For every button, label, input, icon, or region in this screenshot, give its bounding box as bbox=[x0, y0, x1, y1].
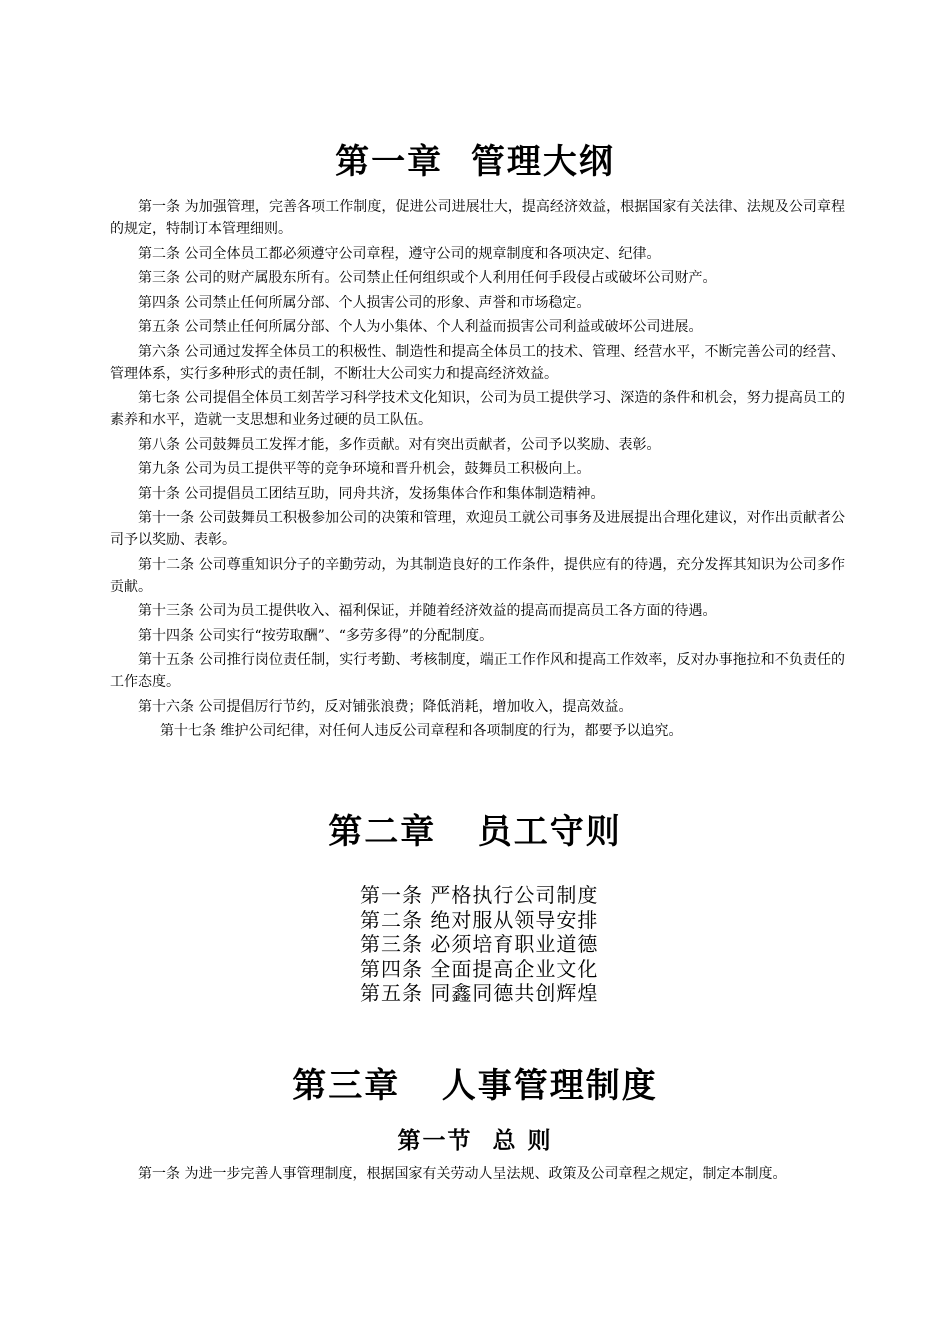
chapter-1-title: 第一章 管理大纲 bbox=[335, 142, 615, 182]
code-item-4: 第四条 全面提高企业文化 bbox=[360, 956, 599, 981]
article-3: 第三条 公司的财产属股东所有。公司禁止任何组织或个人利用任何手段侵占或破坏公司财产。 bbox=[138, 270, 717, 286]
article-13: 第十三条 公司为员工提供收入、福利保证，并随着经济效益的提高而提高员工各方面的待遇。 bbox=[138, 603, 717, 619]
section-1-title: 第一节 总 则 bbox=[397, 1127, 553, 1154]
chapter-2-title: 第二章 员工守则 bbox=[328, 812, 622, 852]
code-item-2: 第二条 绝对服从领导安排 bbox=[360, 907, 599, 932]
article-1: 第一条 为加强管理，完善各项工作制度，促进公司进展壮大，提高经济效益，根据国家有关法律、法规及公司章程的规定，特制订本管理细则。 bbox=[110, 199, 845, 237]
article-2: 第二条 公司全体员工都必须遵守公司章程，遵守公司的规章制度和各项决定、纪律。 bbox=[138, 245, 661, 262]
article-15: 第十五条 公司推行岗位责任制，实行考勤、考核制度，端正工作作风和提高工作效率，反对办事拖拉和不负责任的工作态度。 bbox=[110, 652, 845, 690]
code-item-1: 第一条 严格执行公司制度 bbox=[360, 883, 599, 907]
article-11: 第十一条 公司鼓舞员工积极参加公司的决策和管理，欢迎员工就公司事务及进展提出合理化建议，对作出贡献者公司予以奖励、表彰。 bbox=[110, 510, 845, 548]
chapter-3-articles bbox=[110, 1163, 845, 1188]
employee-code-list bbox=[360, 883, 660, 1006]
article-12: 第十二条 公司尊重知识分子的辛勤劳动，为其制造良好的工作条件，提供应有的待遇，充分发挥其知识为公司多作贡献。 bbox=[110, 556, 845, 595]
article-8: 第八条 公司鼓舞员工发挥才能，多作贡献。对有突出贡献者，公司予以奖励、表彰。 bbox=[138, 436, 661, 453]
code-item-3: 第三条 必须培育职业道德 bbox=[360, 932, 599, 956]
chapter-1-articles bbox=[110, 196, 845, 745]
article-9: 第九条 公司为员工提供平等的竞争环境和晋升机会，鼓舞员工积极向上。 bbox=[138, 461, 591, 477]
article-16: 第十六条 公司提倡厉行节约，反对铺张浪费；降低消耗，增加收入，提高效益。 bbox=[138, 698, 633, 715]
article-17: 第十七条 维护公司纪律，对任何人违反公司章程和各项制度的行为，都要予以追究。 bbox=[160, 723, 683, 739]
article-7: 第七条 公司提倡全体员工刻苦学习科学技术文化知识，公司为员工提供学习、深造的条件和机会，努力提高员工的素养和水平，造就一支思想和业务过硬的员工队伍。 bbox=[110, 390, 845, 428]
article-14: 第十四条 公司实行“按劳取酬”、“多劳多得”的分配制度。 bbox=[138, 627, 494, 644]
chapter-3-article-1: 第一条 为进一步完善人事管理制度，根据国家有关劳动人呈法规、政策及公司章程之规定，制定本制度。 bbox=[138, 1166, 787, 1182]
article-6: 第六条 公司通过发挥全体员工的积极性、制造性和提高全体员工的技术、管理、经营水平，不断完善公司的经营、管理体系，实行多种形式的责任制，不断壮大公司实力和提高经济效益。 bbox=[110, 343, 845, 382]
chapter-3-title: 第三章 人事管理制度 bbox=[292, 1066, 658, 1106]
article-5: 第五条 公司禁止任何所属分部、个人为小集体、个人利益而损害公司利益或破坏公司进展。 bbox=[138, 319, 703, 335]
code-item-5: 第五条 同鑫同德共创辉煌 bbox=[360, 981, 599, 1005]
article-10: 第十条 公司提倡员工团结互助，同舟共济，发扬集体合作和集体制造精神。 bbox=[138, 485, 605, 502]
article-4: 第四条 公司禁止任何所属分部、个人损害公司的形象、声誉和市场稳定。 bbox=[138, 294, 591, 311]
